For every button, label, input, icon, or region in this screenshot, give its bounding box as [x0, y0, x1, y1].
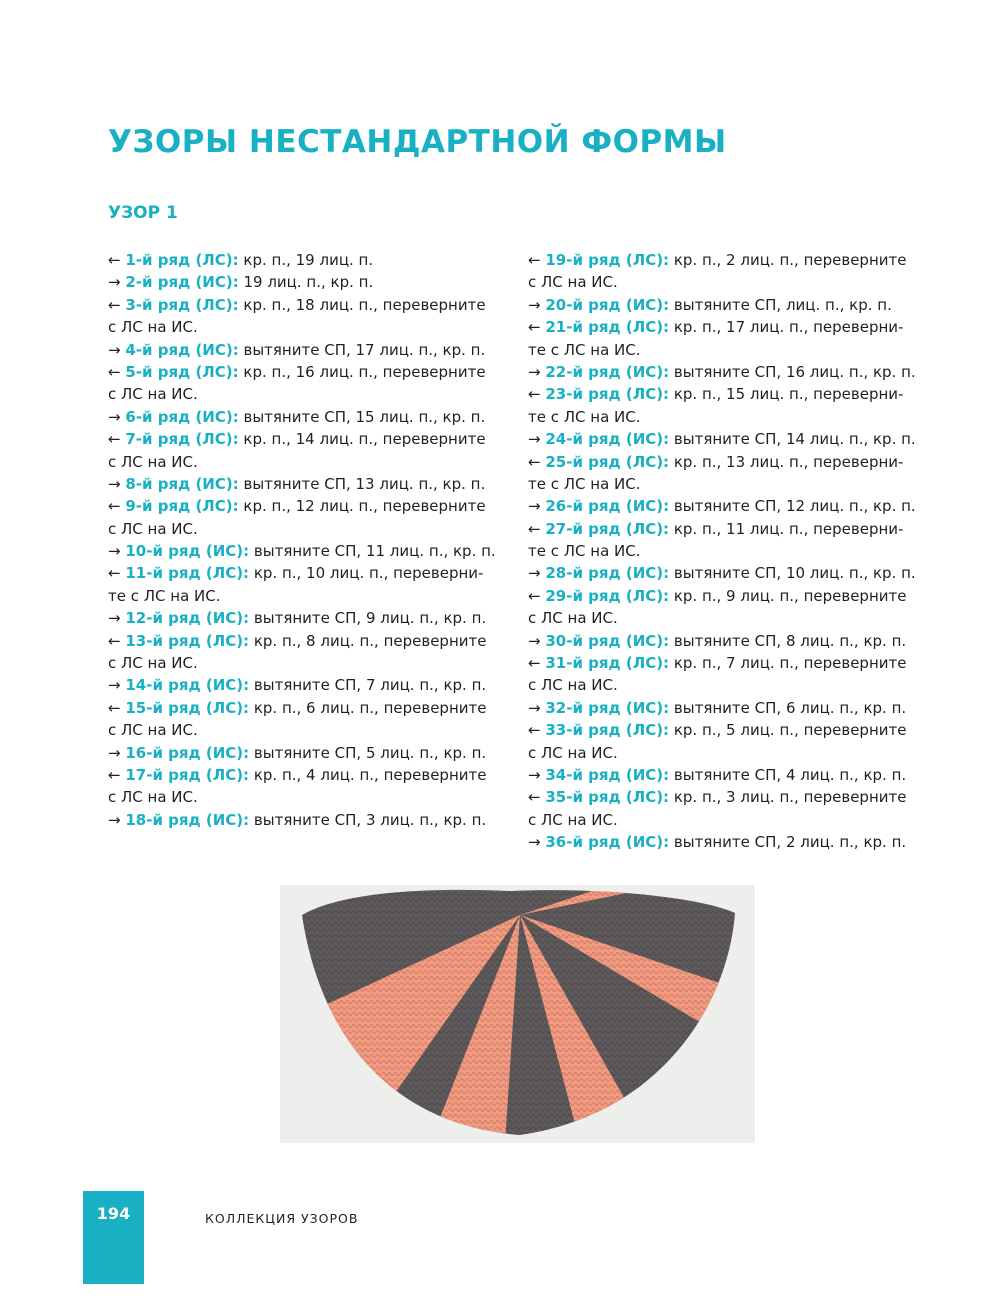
row-arrow: → [528, 765, 546, 784]
instruction-line [108, 428, 520, 450]
instruction-line [108, 719, 520, 741]
row-text: кр. п., 17 лиц. п., переверни- [669, 318, 904, 337]
row-text: кр. п., 5 лиц. п., переверните [669, 721, 907, 740]
row-arrow: ← [528, 251, 546, 269]
row-text: вытяните СП, лиц. п., кр. п. [669, 295, 892, 314]
row-text: кр. п., 12 лиц. п., переверните [238, 497, 486, 516]
row-label: 33-й ряд (ЛС): [545, 721, 670, 740]
row-arrow: → [108, 743, 126, 762]
row-arrow: → [528, 564, 546, 583]
instruction-line [108, 764, 520, 786]
row-label: 34-й ряд (ИС): [545, 765, 670, 784]
instruction-line [108, 652, 520, 674]
row-text: вытяните СП, 2 лиц. п., кр. п. [669, 833, 907, 852]
row-arrow: ← [108, 362, 126, 381]
instruction-line [108, 294, 520, 316]
row-arrow: ← [108, 631, 126, 650]
row-label: 5-й ряд (ЛС): [125, 362, 239, 381]
instruction-line [528, 697, 948, 719]
instruction-line [108, 674, 520, 696]
instruction-line [528, 742, 948, 764]
row-text: с ЛС на ИС. [528, 273, 618, 292]
instruction-line [528, 495, 948, 517]
row-arrow: → [108, 273, 126, 292]
row-text: кр. п., 7 лиц. п., переверните [669, 654, 907, 673]
instruction-line [108, 697, 520, 719]
instruction-line [528, 316, 948, 338]
row-text: вытяните СП, 16 лиц. п., кр. п. [669, 362, 916, 381]
instruction-line [108, 585, 520, 607]
row-arrow: → [528, 295, 546, 314]
row-text: с ЛС на ИС. [528, 609, 618, 628]
row-arrow: ← [108, 295, 126, 314]
row-text: вытяните СП, 3 лиц. п., кр. п. [249, 810, 487, 829]
row-text: кр. п., 15 лиц. п., переверни- [669, 385, 904, 404]
row-text: кр. п., 13 лиц. п., переверни- [669, 452, 904, 471]
instruction-line [528, 652, 948, 674]
row-label: 18-й ряд (ИС): [125, 810, 250, 829]
row-text: с ЛС на ИС. [108, 385, 198, 404]
footer-section-title: КОЛЛЕКЦИЯ УЗОРОВ [205, 1211, 359, 1226]
row-text: те с ЛС на ИС. [528, 407, 641, 426]
instruction-line [528, 383, 948, 405]
row-text: вытяните СП, 8 лиц. п., кр. п. [669, 631, 907, 650]
row-label: 7-й ряд (ЛС): [125, 430, 239, 449]
instruction-line [528, 361, 948, 383]
row-text: с ЛС на ИС. [108, 654, 198, 673]
instruction-line [108, 473, 520, 495]
row-text: кр. п., 11 лиц. п., переверни- [669, 519, 904, 538]
row-arrow: → [528, 631, 546, 650]
row-text: вытяните СП, 11 лиц. п., кр. п. [249, 542, 496, 561]
row-text: с ЛС на ИС. [528, 676, 618, 695]
row-label: 22-й ряд (ИС): [545, 362, 670, 381]
row-label: 35-й ряд (ЛС): [545, 788, 670, 807]
row-label: 36-й ряд (ИС): [545, 833, 670, 852]
instruction-line [108, 809, 520, 831]
row-label: 26-й ряд (ИС): [545, 497, 670, 516]
instruction-line [108, 540, 520, 562]
row-text: с ЛС на ИС. [108, 452, 198, 471]
row-text: вытяните СП, 14 лиц. п., кр. п. [669, 430, 916, 449]
knitted-sample-photo [280, 885, 755, 1143]
row-arrow: ← [108, 251, 126, 269]
instruction-line [528, 630, 948, 652]
row-label: 6-й ряд (ИС): [125, 407, 239, 426]
row-arrow: ← [528, 586, 546, 605]
instructions-right-column [528, 249, 948, 854]
instruction-line [108, 361, 520, 383]
row-text: 19 лиц. п., кр. п. [238, 273, 374, 292]
row-label: 32-й ряд (ИС): [545, 698, 670, 717]
row-arrow: ← [528, 385, 546, 404]
row-label: 3-й ряд (ЛС): [125, 295, 239, 314]
row-text: кр. п., 16 лиц. п., переверните [238, 362, 486, 381]
instruction-line [528, 809, 948, 831]
row-text: вытяните СП, 5 лиц. п., кр. п. [249, 743, 487, 762]
row-arrow: ← [528, 788, 546, 807]
instruction-line [528, 540, 948, 562]
row-text: с ЛС на ИС. [108, 519, 198, 538]
instruction-line [528, 451, 948, 473]
row-arrow: → [108, 542, 126, 561]
row-label: 19-й ряд (ЛС): [545, 251, 670, 269]
instruction-line [528, 831, 948, 853]
row-arrow: → [108, 474, 126, 493]
instruction-line [108, 249, 520, 271]
row-arrow: → [528, 698, 546, 717]
instruction-line [528, 674, 948, 696]
row-label: 25-й ряд (ЛС): [545, 452, 670, 471]
instruction-line [528, 562, 948, 584]
instructions-left-column [108, 249, 520, 831]
instruction-line [108, 742, 520, 764]
row-arrow: → [108, 340, 126, 359]
instruction-line [528, 339, 948, 361]
row-label: 15-й ряд (ЛС): [125, 698, 250, 717]
row-arrow: → [108, 609, 126, 628]
instruction-line [108, 495, 520, 517]
row-text: те с ЛС на ИС. [528, 474, 641, 493]
row-label: 30-й ряд (ИС): [545, 631, 670, 650]
row-label: 23-й ряд (ЛС): [545, 385, 670, 404]
row-text: вытяните СП, 17 лиц. п., кр. п. [238, 340, 486, 359]
row-text: вытяните СП, 4 лиц. п., кр. п. [669, 765, 907, 784]
page-title: УЗОРЫ НЕСТАНДАРТНОЙ ФОРМЫ [108, 124, 727, 160]
row-label: 21-й ряд (ЛС): [545, 318, 670, 337]
row-text: кр. п., 14 лиц. п., переверните [238, 430, 486, 449]
page-number-tab [83, 1191, 144, 1284]
instruction-line [108, 406, 520, 428]
row-label: 10-й ряд (ИС): [125, 542, 250, 561]
page-number: 194 [96, 1204, 131, 1223]
instruction-line [528, 786, 948, 808]
row-arrow: ← [528, 721, 546, 740]
row-label: 9-й ряд (ЛС): [125, 497, 239, 516]
row-arrow: ← [528, 654, 546, 673]
row-text: кр. п., 19 лиц. п. [238, 251, 374, 269]
row-label: 31-й ряд (ЛС): [545, 654, 670, 673]
instruction-line [108, 518, 520, 540]
row-arrow: ← [108, 564, 126, 583]
row-label: 27-й ряд (ЛС): [545, 519, 670, 538]
row-label: 11-й ряд (ЛС): [125, 564, 250, 583]
instruction-line [108, 786, 520, 808]
row-text: те с ЛС на ИС. [528, 542, 641, 561]
instruction-line [108, 630, 520, 652]
row-text: вытяните СП, 15 лиц. п., кр. п. [238, 407, 486, 426]
row-arrow: ← [528, 318, 546, 337]
instruction-line [528, 294, 948, 316]
row-text: кр. п., 2 лиц. п., переверните [669, 251, 907, 269]
row-text: кр. п., 8 лиц. п., переверните [249, 631, 487, 650]
row-label: 29-й ряд (ЛС): [545, 586, 670, 605]
row-arrow: → [528, 430, 546, 449]
row-text: с ЛС на ИС. [108, 318, 198, 337]
row-text: те с ЛС на ИС. [528, 340, 641, 359]
row-label: 12-й ряд (ИС): [125, 609, 250, 628]
instruction-line [528, 249, 948, 271]
row-text: вытяните СП, 12 лиц. п., кр. п. [669, 497, 916, 516]
row-arrow: ← [108, 430, 126, 449]
row-label: 14-й ряд (ИС): [125, 676, 250, 695]
row-arrow: → [528, 362, 546, 381]
row-text: с ЛС на ИС. [528, 810, 618, 829]
row-arrow: → [528, 833, 546, 852]
instruction-line [108, 451, 520, 473]
row-label: 24-й ряд (ИС): [545, 430, 670, 449]
instruction-line [108, 607, 520, 629]
row-text: с ЛС на ИС. [108, 788, 198, 807]
row-label: 2-й ряд (ИС): [125, 273, 239, 292]
row-label: 28-й ряд (ИС): [545, 564, 670, 583]
row-text: те с ЛС на ИС. [108, 586, 221, 605]
row-label: 17-й ряд (ЛС): [125, 765, 250, 784]
instruction-line [528, 406, 948, 428]
row-text: вытяните СП, 6 лиц. п., кр. п. [669, 698, 907, 717]
row-arrow: ← [108, 698, 126, 717]
row-text: кр. п., 9 лиц. п., переверните [669, 586, 907, 605]
instruction-line [528, 719, 948, 741]
row-arrow: → [108, 407, 126, 426]
instruction-line [528, 607, 948, 629]
instruction-line [528, 428, 948, 450]
instruction-line [528, 585, 948, 607]
instruction-line [108, 383, 520, 405]
row-label: 8-й ряд (ИС): [125, 474, 239, 493]
row-label: 1-й ряд (ЛС): [125, 251, 239, 269]
instruction-line [528, 473, 948, 495]
row-arrow: ← [108, 765, 126, 784]
row-arrow: ← [528, 452, 546, 471]
instruction-line [108, 562, 520, 584]
row-text: вытяните СП, 7 лиц. п., кр. п. [249, 676, 487, 695]
row-text: вытяните СП, 9 лиц. п., кр. п. [249, 609, 487, 628]
instruction-line [108, 339, 520, 361]
row-arrow: → [108, 676, 126, 695]
row-text: вытяните СП, 10 лиц. п., кр. п. [669, 564, 916, 583]
row-text: кр. п., 6 лиц. п., переверните [249, 698, 487, 717]
instruction-line [528, 764, 948, 786]
knitted-sample-image [280, 885, 755, 1143]
row-text: кр. п., 3 лиц. п., переверните [669, 788, 907, 807]
row-text: кр. п., 10 лиц. п., переверни- [249, 564, 484, 583]
row-text: вытяните СП, 13 лиц. п., кр. п. [238, 474, 486, 493]
instruction-line [528, 518, 948, 540]
instruction-line [108, 316, 520, 338]
row-arrow: → [528, 497, 546, 516]
row-arrow: → [108, 810, 126, 829]
row-arrow: ← [108, 497, 126, 516]
row-text: кр. п., 18 лиц. п., переверните [238, 295, 486, 314]
row-text: кр. п., 4 лиц. п., переверните [249, 765, 487, 784]
row-label: 16-й ряд (ИС): [125, 743, 250, 762]
row-text: с ЛС на ИС. [108, 721, 198, 740]
instruction-line [528, 271, 948, 293]
pattern-subtitle: УЗОР 1 [108, 203, 178, 223]
row-label: 13-й ряд (ЛС): [125, 631, 250, 650]
row-arrow: ← [528, 519, 546, 538]
row-label: 20-й ряд (ИС): [545, 295, 670, 314]
row-text: с ЛС на ИС. [528, 743, 618, 762]
row-label: 4-й ряд (ИС): [125, 340, 239, 359]
instruction-line [108, 271, 520, 293]
